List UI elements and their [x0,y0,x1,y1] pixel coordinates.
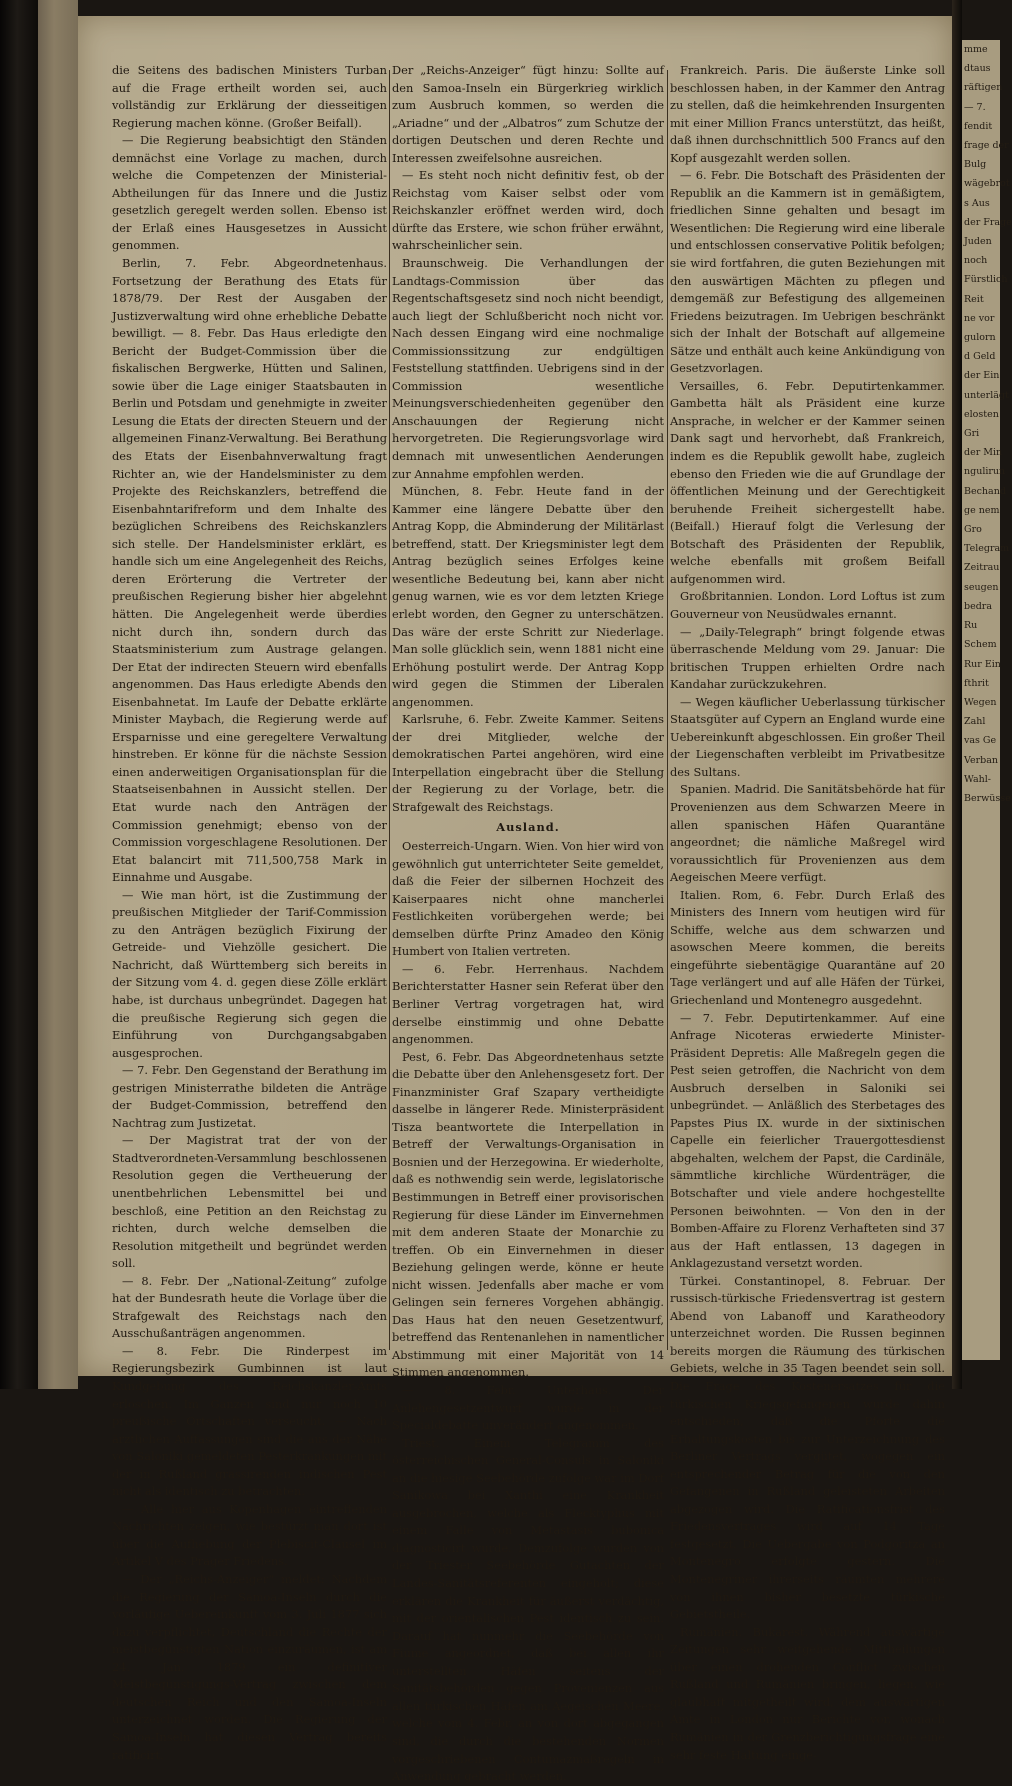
section-heading: Ausland. [496,819,560,834]
adjacent-page-fragment: Zeitrau [964,562,1000,574]
adjacent-page-fragment: Reit [964,293,984,305]
article-paragraph: Frankreich. Paris. Die äußerste Linke soll beschlossen haben, in der Kammer den Antrag zu stellen, daß die heimkehrenden Insurgenten mit einer Million Francs unterstützt, das heißt, daß ihnen durchschnittlich 500 Francs auf den Kopf ausgezahlt werden sollen. [670,63,945,165]
article-paragraph: Italien. Rom, 6. Febr. Durch Erlaß des Ministers des Innern vom heutigen wird für Schiffe, welche aus dem schwarzen und asowschen Meere kommen, die bereits eingeführte siebentägige Quarantäne auf 20 Tage verlängert und auf alle Häfen der Türkei, Griechenland und Montenegro ausgedehnt. [670,887,945,1007]
adjacent-page-fragment: Schem [964,639,997,651]
adjacent-page-fragment: Bechand [964,485,1006,497]
adjacent-page-fragment: Telegram [964,543,1010,555]
adjacent-page-fragment: d Geld [964,351,996,363]
adjacent-page-fragment: — 7. [964,101,986,113]
page-gutter [952,0,962,1389]
article-paragraph: Pest, 6. Febr. Das Abgeordnetenhaus setzte die Debatte über den Anlehensgesetz fort. Der Finanzminister Graf Szapary vertheidigte dasselbe in längerer Rede. Ministerpräsident Tisza beantwortete die Interpellation in Betreff der Verwaltungs-Organisation in Bosnien und der Herzegowina. Er wiederholte, daß es nothwendig sein werde, legislatorische Bestimmungen in Betreff einer provisorischen Regierung für diese Länder im Einvernehmen mit dem anderen Staate der Monarchie zu treffen. Ob ein Einvernehmen in dieser Beziehung gelingen werde, könne er heute nicht wissen. Jedenfalls aber mache er vom Gelingen sein ferneres Vorgehen abhängig. Das Haus hat den neuen Gesetzentwurf, betreffend das Rentenanlehen in namentlicher Abstimmung mit einer Majorität von 14 Stimmen angenommen. [392,1049,664,1380]
adjacent-page-fragment: dtaus [964,63,991,75]
adjacent-page-fragment: frage der [964,140,1009,152]
adjacent-page-fragment: s Aus [964,197,990,209]
article-paragraph: — Der „Reichs-Anzeiger“ meldet: Nachdem die Regierung der Samoa-Inseln durch die vorläufige Uebereinkunft vom 3. Juli 1877 sich dazu verpflichtet, Deutschland die Rechte der meistbegünstigten Nation einzuräumen, ist am 24. Jan. 1879 ein definitiver Meistbegünstigungs-Vertrag zwischen dem deutschen Reich und den Samoa-Inseln unterzeichnet worden. Die Regierung der Samoa-Inseln hat diesen Vertrag bereits ratificirt. [112,1572,387,1762]
adjacent-page-fragment: Bulg [964,159,987,171]
adjacent-page-fragment: Gro [964,524,982,536]
article-paragraph: Versailles, 6. Febr. Deputirtenkammer. Gambetta hält als Präsident eine kurze Ansprache, in welcher er der Kammer seinen Dank sagt und hervorhebt, daß Frankreich, indem es die Republik gewollt habe, zugleich ebenso den Frieden wie die auf Grundlage der öffentlichen Meinung und der Gerechtigkeit beruhende Freiheit sichergestellt habe. (Beifall.) Hierauf folgt die Verlesung der Botschaft des Präsidenten der Republik, welche ebenfalls mit großem Beifall aufgenommen wird. [670,378,945,586]
article-paragraph: — 8. Febr. Unterhaus. Der Anlehengesetzentwurf wurde in der Specialdebatte unverändert angenommen. [392,1383,664,1433]
adjacent-page-edge [962,40,1012,1360]
adjacent-page-fragment: der Ein [964,370,1000,382]
adjacent-page-fragment: Fürstlich [964,274,1008,286]
adjacent-page-fragment: Gri [964,428,980,440]
adjacent-page-fragment: Berwüsse [964,792,1011,804]
adjacent-page-fragment: noch [964,255,988,267]
article-paragraph: — Der Magistrat trat der von der Stadtverordneten-Versammlung beschlossenen Resolution gegen die Vertheuerung der unentbehrlichen Lebensmittel bei und beschloß, eine Petition an den Reichstag zu richten, durch welche demselben die Resolution mitgetheilt und begründet werden soll. [112,1133,387,1271]
adjacent-page-fragment: ne vor [964,312,995,324]
article-paragraph: — 6. Febr. Herrenhaus. Nachdem Berichterstatter Hasner sein Referat über den Berliner Vertrag vorgetragen hat, wird derselbe einstimmig und ohne Debatte angenommen. [392,961,664,1047]
adjacent-page-fragment: fthrit [964,677,989,689]
article-paragraph: — Wie man hört, ist die Zustimmung der preußischen Mitglieder der Tarif-Commission zu den Anträgen bezüglich Fixirung der Getreide- und Viehzölle gesichert. Die Nachricht, daß Württemberg sich bereits in der Sitzung vom 4. d. gegen diese Zölle erklärt habe, ist durchaus unbegründet. Dagegen hat die preußische Regierung sich gegen die Einführung von Durchgangsabgaben ausgesprochen. [112,887,387,1060]
adjacent-page-fragment: Verban [964,754,999,766]
adjacent-page-fragment: der Frage [964,216,1012,228]
article-paragraph: Der „Reichs-Anzeiger“ fügt hinzu: Sollte auf den Samoa-Inseln ein Bürgerkrieg wirklich zum Ausbruch kommen, so werden die „Ariadne“ und der „Albatros“ zum Schutze der dortigen Deutschen und deren Rechte und Interessen zweifelsohne ausreichen. [392,63,664,165]
book-binding [0,0,38,1389]
article-paragraph: Türkei. Constantinopel, 8. Februar. Der russisch-türkische Friedensvertrag ist gestern Abend von Labanoff und Karatheodory unterzeichnet worden. Die Russen beginnen bereits morgen die Räumung des türkischen Gebiets, welche in 35 Tagen beendet sein soll. Die Frage des Kostenersatzes für die türkischen Kriegsgefangenen wurde dahin entschieden, daß die Pforte die Erhaltungskosten bis zur Unterzeichnung des Berliner Vertrags vergütet, wogegen ein entsprechender Betrag für die von den Gefangenen in Rußland geleisteten Arbeiten abgezogen wird. Die Ratificationsfrist des Friedensvertrages wird auf 14 Tage festgesetzt. Die Uebergabe von Podgoritza an Montenegro erfolgte gestern. Die Montenegriner ihrerseits räumten mehrere von ihnen bisher besetzte türkische Gebietstheile. [670,1273,945,1622]
adjacent-page-fragment: mme [964,44,988,55]
adjacent-page-fragment: Juden [964,236,992,248]
adjacent-page-fragment: fendit [964,120,993,132]
article-paragraph: Triest. Einem Telegramm des österreichischen General-Consuls in Saloniki an die hiesige Seebehörde zufolge war im Dorf Sanikowa bei Xanthi eine Krankheit ausgebrochen, welche als Flecktyphus mit einem Falle von Metastasis bubonica diagnosticirt wurde. Demzufolge wurden von der Triester Seebehörde Gutachten der Landes-Sanitätsreferenten eingeholt; diese erklären die Krankheit für äußerst verdächtig, mit der orientalischen Pest identisch zu sein. Darauf hat nunmehr die Seebehörde von Fiume angeordnet, daß bei allen ihr unterstellten Häfen seitens der Sanitätsbehörden gegen Provenienzen aus allen türkischen Häfen am Aegeischen Meere, welche vom 4. Febr. an von dort abgegangen sind, die durch die bestehenden Normen vorgeschriebenen Contumazmaßregeln in Anwendung gebracht werden. [392,1435,664,1784]
article-paragraph: — Alle hier aus Kopenhagen eintreffenden Nachrichten zeigen, wie bestürzt man dort ist über die Aufhebung der Plebiscit-Clausel im Artikel V des Prager Friedens. [112,1501,387,1569]
column-right [670,62,945,1762]
adjacent-page-fragment: unterlägt [964,389,1009,401]
article-paragraph: — 7. Febr. Deputirtenkammer. Auf eine Anfrage Nicoteras erwiederte Minister-Präsident Depretis: Alle Maßregeln gegen die Pest seien getroffen, die Nachricht von dem Ausbruch derselben in Saloniki sei unbegründet. — Anläßlich des Sterbetages des Papstes Pius IX. wurde in der sixtinischen Capelle ein feierlicher Trauergottesdienst abgehalten, welchem der Papst, die Cardinäle, sämmtliche kirchliche Würdenträger, die Botschafter und viele andere hochgestellte Personen beiwohnten. — Von den in der Bomben-Affaire zu Florenz Verhafteten sind 37 aus der Haft entlassen, 13 dagegen in Anklagezustand versetzt worden. [670,1010,945,1271]
adjacent-page-fragment: Wegen [964,696,997,708]
adjacent-page-fragment: Rur Ein [964,658,1001,670]
adjacent-page-fragment: bedra [964,600,992,612]
column-left [112,62,387,1762]
article-paragraph: Großbritannien. London. Lord Loftus ist zum Gouverneur von Neusüdwales ernannt. [670,589,945,621]
article-paragraph: Oesterreich-Ungarn. Wien. Von hier wird von gewöhnlich gut unterrichteter Seite gemeldet, daß die Feier der silbernen Hochzeit des Kaiserpaares nicht ohne mancherlei Festlichkeiten vorübergehen werde; bei demselben dürfte Prinz Amadeo den König Humbert von Italien vertreten. [392,839,664,959]
article-paragraph: — „Daily-Telegraph“ bringt folgende etwas überraschende Meldung vom 29. Januar: Die britischen Truppen erhielten Ordre nach Kandahar zurückzukehren. [670,624,945,692]
article-paragraph: die Seitens des badischen Ministers Turban auf die Frage ertheilt worden sei, auch vollständig zur Erklärung der diesseitigen Regierung machen könne. (Großer Beifall). [112,63,387,130]
article-paragraph: — 7. Febr. Den Gegenstand der Berathung im gestrigen Ministerrathe bildeten die Anträge der Budget-Commission, betreffend den Nachtrag zum Justizetat. [112,1063,387,1130]
adjacent-page-fragment: Zahl [964,716,986,728]
article-paragraph: — 8. Febr. Der „National-Zeitung“ zufolge hat der Bundesrath heute die Vorlage über die Strafgewalt des Reichstags nach den Ausschußanträgen angenommen. [112,1273,387,1341]
adjacent-page-fragment: Wahl- [964,773,991,785]
article-paragraph: — 6. Febr. Die Botschaft des Präsidenten der Republik an die Kammern ist in gemäßigtem, friedlichen Sinne gehalten und besagt im Wesentlichen: Die Regierung wird eine liberale und entschlossen conservative Politik befolgen; sie wird fortfahren, die guten Beziehungen mit den auswärtigen Mächten zu pflegen und demgemäß zur Befestigung des allgemeinen Friedens beizutragen. Im Uebrigen beschränkt sich der Inhalt der Botschaft auf allgemeine Sätze und enthält auch keine Ankündigung von Gesetzvorlagen. [670,168,945,376]
article-paragraph: München, 8. Febr. Heute fand in der Kammer eine längere Debatte über den Antrag Kopp, die Abminderung der Militärlast betreffend, statt. Der Kriegsminister legt dem Antrag bezüglich seines Erfolges keine wesentliche Bedeutung bei, kann aber nicht genug warnen, wie es vor dem letzten Kriege erlebt worden, den Gegner zu unterschätzen. Das wäre der erste Schritt zur Niederlage. Man solle glücklich sein, wenn 1881 nicht eine Erhöhung postulirt werde. Der Antrag Kopp wird gegen die Stimmen der Liberalen angenommen. [392,484,664,709]
article-paragraph: — Es steht noch nicht definitiv fest, ob der Reichstag vom Kaiser selbst oder vom Reichskanzler eröffnet werden wird, doch dürfte das Erstere, wie schon früher erwähnt, wahrscheinlicher sein. [392,168,664,253]
article-paragraph: Rumänien. Bukarest. Während auswärtige Zeitungen sehr weitgehende Mittheilungen über einen drohenden Conflict zwischen Rußland und Rumänien bringen, liegen, wie glaubhaft mitgetheilt wird, dem auswärtigen Amte in London nur Berichte vor, wonach Rumänien in der Grenzberichtigungsfrage eine sehr feste Haltung einge- [670,1624,945,1762]
adjacent-page-fragment: Ru [964,620,978,632]
adjacent-page-fragment: vas Ge [964,735,997,747]
article-paragraph: Berlin, 7. Febr. Abgeordnetenhaus. Fortsetzung der Berathung des Etats für 1878/79. Der Rest der Ausgaben der Justizverwaltung wird ohne erhebliche Debatte bewilligt. — 8. Febr. Das Haus erledigte den Bericht der Budget-Commission über die fiskalischen Bergwerke, Hütten und Salinen, sowie über die Lage einiger Staatsbauten in Berlin und Potsdam und genehmigte in zweiter Lesung die Etats der directen Steuern und der allgemeinen Finanz-Verwaltung. Bei Berathung des Etats der Eisenbahnverwaltung fragt Richter an, wie der Handelsminister zu dem Projekte des Reichskanzlers, betreffend die Eisenbahntarifreform und dem Inhalte des bezüglichen Schreibens des Reichskanzlers sich stelle. Der Handelsminister erklärt, es handle sich um eine Angelegenheit des Reichs, deren Erörterung die Vertreter der preußischen Regierung bisher hier abgelehnt hätten. Die Angelegenheit werde überdies nicht durch ihn, sondern durch das Staatsministerium zum Austrage gelangen. Der Etat der indirecten Steuern wird ebenfalls angenommen. Das Haus erledigte Abends den Eisenbahnetat. Im Laufe der Debatte erklärte Minister Maybach, die Regierung werde auf Ersparnisse und eine geregeltere Verwaltung hinstreben. Er könne für die nächste Session einen anderweitigen Organisationsplan für die Staatseisenbahnen in Aussicht stellen. Der Etat wurde nach den Anträgen der Commission genehmigt; ebenso von der Commission vorgeschlagene Resolutionen. Der Etat balancirt mit 711,500,758 Mark in Einnahme und Ausgabe. [112,256,387,885]
article-paragraph: Karlsruhe, 6. Febr. Zweite Kammer. Seitens der drei Mitglieder, welche der demokratischen Partei angehören, wird eine Interpellation eingebracht über die Stellung der Regierung zu der Vorlage, betr. die Strafgewalt des Reichstags. [392,712,664,814]
column-rule [667,70,668,1350]
article-paragraph: — Die Regierung beabsichtigt den Ständen demnächst eine Vorlage zu machen, durch welche die Competenzen der Ministerial-Abtheilungen für das Innere und die Justiz gesetzlich geregelt werden sollen. Ebenso ist der Erlaß eines Hausgesetzes in Aussicht genommen. [112,133,387,253]
column-rule [389,70,390,1350]
article-paragraph: Braunschweig. Die Verhandlungen der Landtags-Commission über das Regentschaftsgesetz sind noch nicht beendigt, auch liegt der Schlußbericht noch nicht vor. Nach dessen Eingang wird eine nochmalige Commissionssitzung zur endgültigen Feststellung stattfinden. Uebrigens sind in der Commission wesentliche Meinungsverschiedenheiten gegenüber den Anschauungen der Regierung nicht hervorgetreten. Die Regierungsvorlage wird demnach mit unwesentlichen Aenderungen zur Annahme empfohlen werden. [392,256,664,481]
adjacent-page-fragment: der Min [964,447,1003,459]
adjacent-page-fragment: seugen [964,581,999,593]
adjacent-page-fragment: elosten [964,408,999,420]
article-paragraph: Spanien. Madrid. Die Sanitätsbehörde hat für Provenienzen aus dem Schwarzen Meere in allen spanischen Häfen Quarantäne angeordnet; die nämliche Maßregel wird voraussichtlich für Provenienzen aus dem Aegeischen Meere verfügt. [670,782,945,885]
adjacent-page-fragment: ngulirun [964,466,1006,478]
adjacent-page-fragment: räftigen [964,82,1003,94]
adjacent-page-fragment: gulorn [964,332,996,344]
binding-edge [38,0,78,1389]
adjacent-page-fragment: wägebrot [964,178,1010,190]
adjacent-page-fragment: ge nem [964,504,1000,516]
article-paragraph: — 8. Febr. Die Rinderpest im Regierungsbezirk Gumbinnen ist laut Kundgebung des Reichskanzler-Amts erloschen. Im Ganzen sind nur noch 10 preußische Ortschaften verseucht. — Nach ärztlichen Auffassungen sind die aus der Nähe von Saloniki gemeldeten Pesterkrankungen mit der in Rußland grassirenden indischen Pest nicht als identisch zu betrachten. [112,1343,387,1499]
column-middle [392,62,664,1784]
article-paragraph: — Wegen käuflicher Ueberlassung türkischer Staatsgüter auf Cypern an England wurde eine Uebereinkunft abgeschlossen. Ein großer Theil der Liegenschaften verbleibt im Privatbesitze des Sultans. [670,694,945,779]
